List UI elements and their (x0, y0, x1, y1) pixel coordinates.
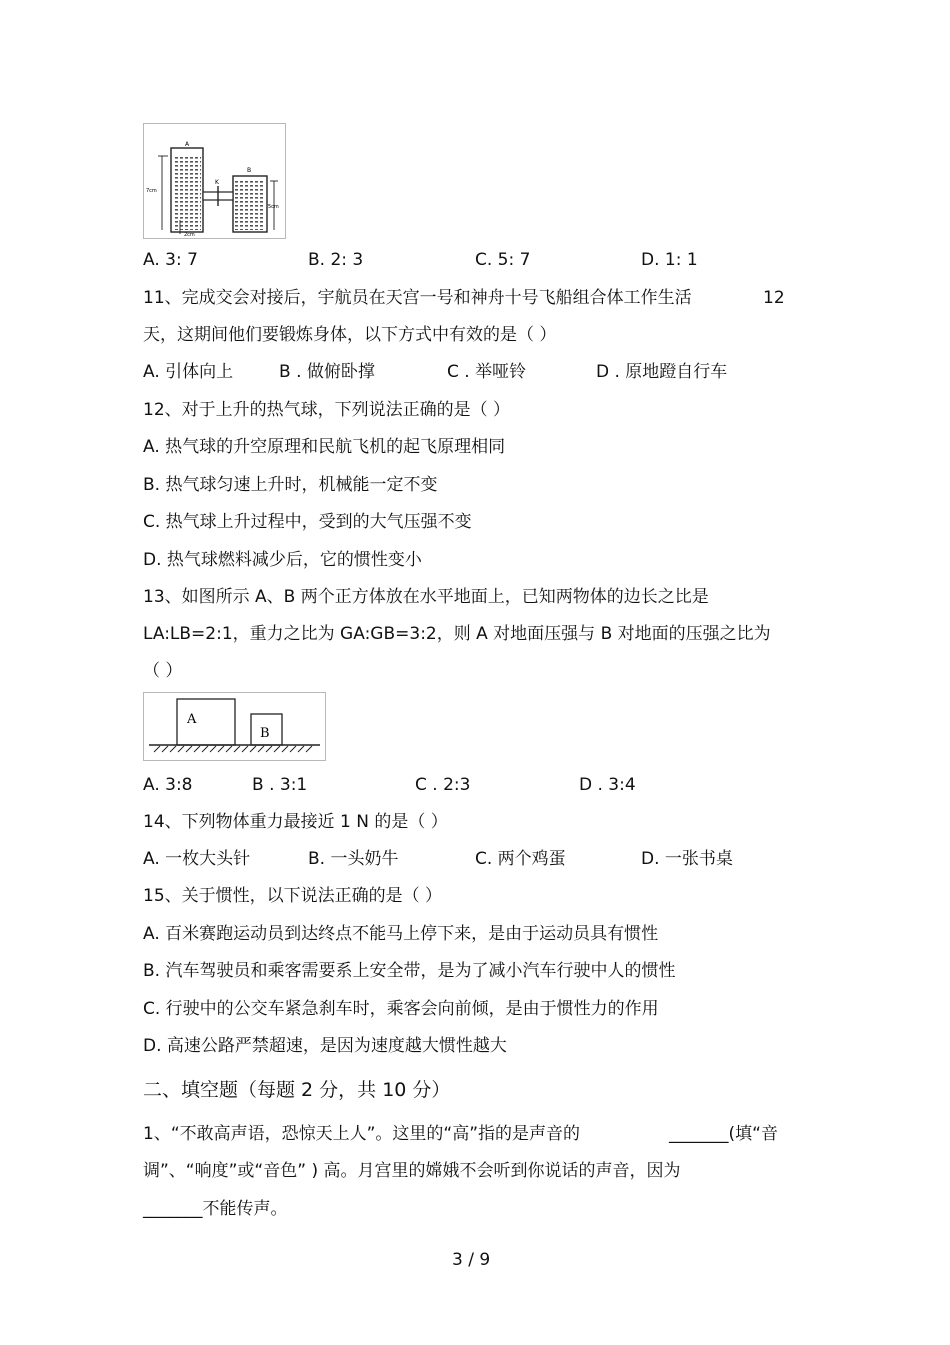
q13-option-c: C . 2:3 (415, 775, 471, 795)
q13-option-a: A. 3:8 (143, 775, 193, 795)
fill1-line2: 调”、“响度”或“音色” ) 高。月宫里的嫦娥不会听到你说话的声音，因为 (143, 1161, 681, 1181)
q11-option-c: C . 举哑铃 (447, 362, 527, 382)
q12-option-c: C. 热气球上升过程中，受到的大气压强不变 (143, 512, 472, 532)
cube-a-label: A (187, 712, 197, 727)
dim-right-label: 5cm (268, 204, 279, 210)
ground-hatching (154, 746, 312, 752)
page-number: 3 / 9 (452, 1250, 491, 1270)
cube-b-label: B (260, 726, 270, 741)
q14-option-d: D. 一张书桌 (641, 849, 733, 869)
q15-stem: 15、关于惯性，以下说法正确的是（ ） (143, 886, 443, 906)
q12-option-a: A. 热气球的升空原理和民航飞机的起飞原理相同 (143, 437, 506, 457)
q14-option-a: A. 一枚大头针 (143, 849, 251, 869)
q10-option-a: A. 3: 7 (143, 250, 198, 270)
q14-option-b: B. 一头奶牛 (308, 849, 399, 869)
q11-option-d: D . 原地蹬自行车 (596, 362, 728, 382)
dim-left-label: 7cm (146, 188, 157, 194)
q11-option-a: A. 引体向上 (143, 362, 234, 382)
vessel-a-label: A (185, 141, 190, 148)
fill1-line1: 1、“不敢高声语，恐惊天上人”。这里的“高”指的是声音的 (143, 1124, 581, 1144)
q13-stem-line2: LA:LB=2:1，重力之比为 GA:GB=3:2，则 A 对地面压强与 B 对地面的压强之比为 (143, 624, 771, 644)
q14-stem: 14、下列物体重力最接近 1 N 的是（ ） (143, 812, 448, 832)
q11-stem-line1: 11、完成交会对接后，宇航员在天宫一号和神舟十号飞船组合体工作生活 (143, 288, 692, 308)
q10-option-b: B. 2: 3 (308, 250, 364, 270)
q15-option-a: A. 百米赛跑运动员到达终点不能马上停下来，是由于运动员具有惯性 (143, 924, 659, 944)
section-title-fill-in: 二、填空题（每题 2 分，共 10 分） (143, 1079, 451, 1101)
q11-stem-line2: 天，这期间他们要锻炼身体，以下方式中有效的是（ ） (143, 325, 557, 345)
q13-stem-line3: （ ） (143, 661, 183, 681)
vessel-b-label: B (247, 167, 252, 174)
q10-figure (143, 123, 286, 239)
fill1-line3: _______不能传声。 (143, 1199, 288, 1219)
q10-option-d: D. 1: 1 (641, 250, 698, 270)
q13-figure (143, 692, 326, 761)
q12-stem: 12、对于上升的热气球，下列说法正确的是（ ） (143, 400, 511, 420)
q12-option-b: B. 热气球匀速上升时，机械能一定不变 (143, 475, 438, 495)
q15-option-c: C. 行驶中的公交车紧急刹车时，乘客会向前倾，是由于惯性力的作用 (143, 999, 659, 1019)
q11-stem-line1-tail: 12 (763, 288, 785, 308)
connected-vessels-diagram (144, 124, 285, 238)
q13-option-d: D . 3:4 (579, 775, 636, 795)
q13-stem-line1: 13、如图所示 A、B 两个正方体放在水平地面上，已知两物体的边长之比是 (143, 587, 709, 607)
valve-k-label: K (215, 179, 219, 186)
dim-bottom-label: 2cm (184, 232, 195, 238)
fill1-line1-tail: _______(填“音 (669, 1124, 778, 1144)
cube-a (177, 699, 235, 745)
q10-option-c: C. 5: 7 (475, 250, 531, 270)
q12-option-d: D. 热气球燃料减少后，它的惯性变小 (143, 550, 422, 570)
q14-option-c: C. 两个鸡蛋 (475, 849, 566, 869)
q13-option-b: B . 3:1 (252, 775, 308, 795)
two-cubes-diagram (144, 693, 325, 760)
q15-option-b: B. 汽车驾驶员和乘客需要系上安全带，是为了减小汽车行驶中人的惯性 (143, 961, 676, 981)
q11-option-b: B . 做俯卧撑 (279, 362, 375, 382)
q15-option-d: D. 高速公路严禁超速，是因为速度越大惯性越大 (143, 1036, 507, 1056)
